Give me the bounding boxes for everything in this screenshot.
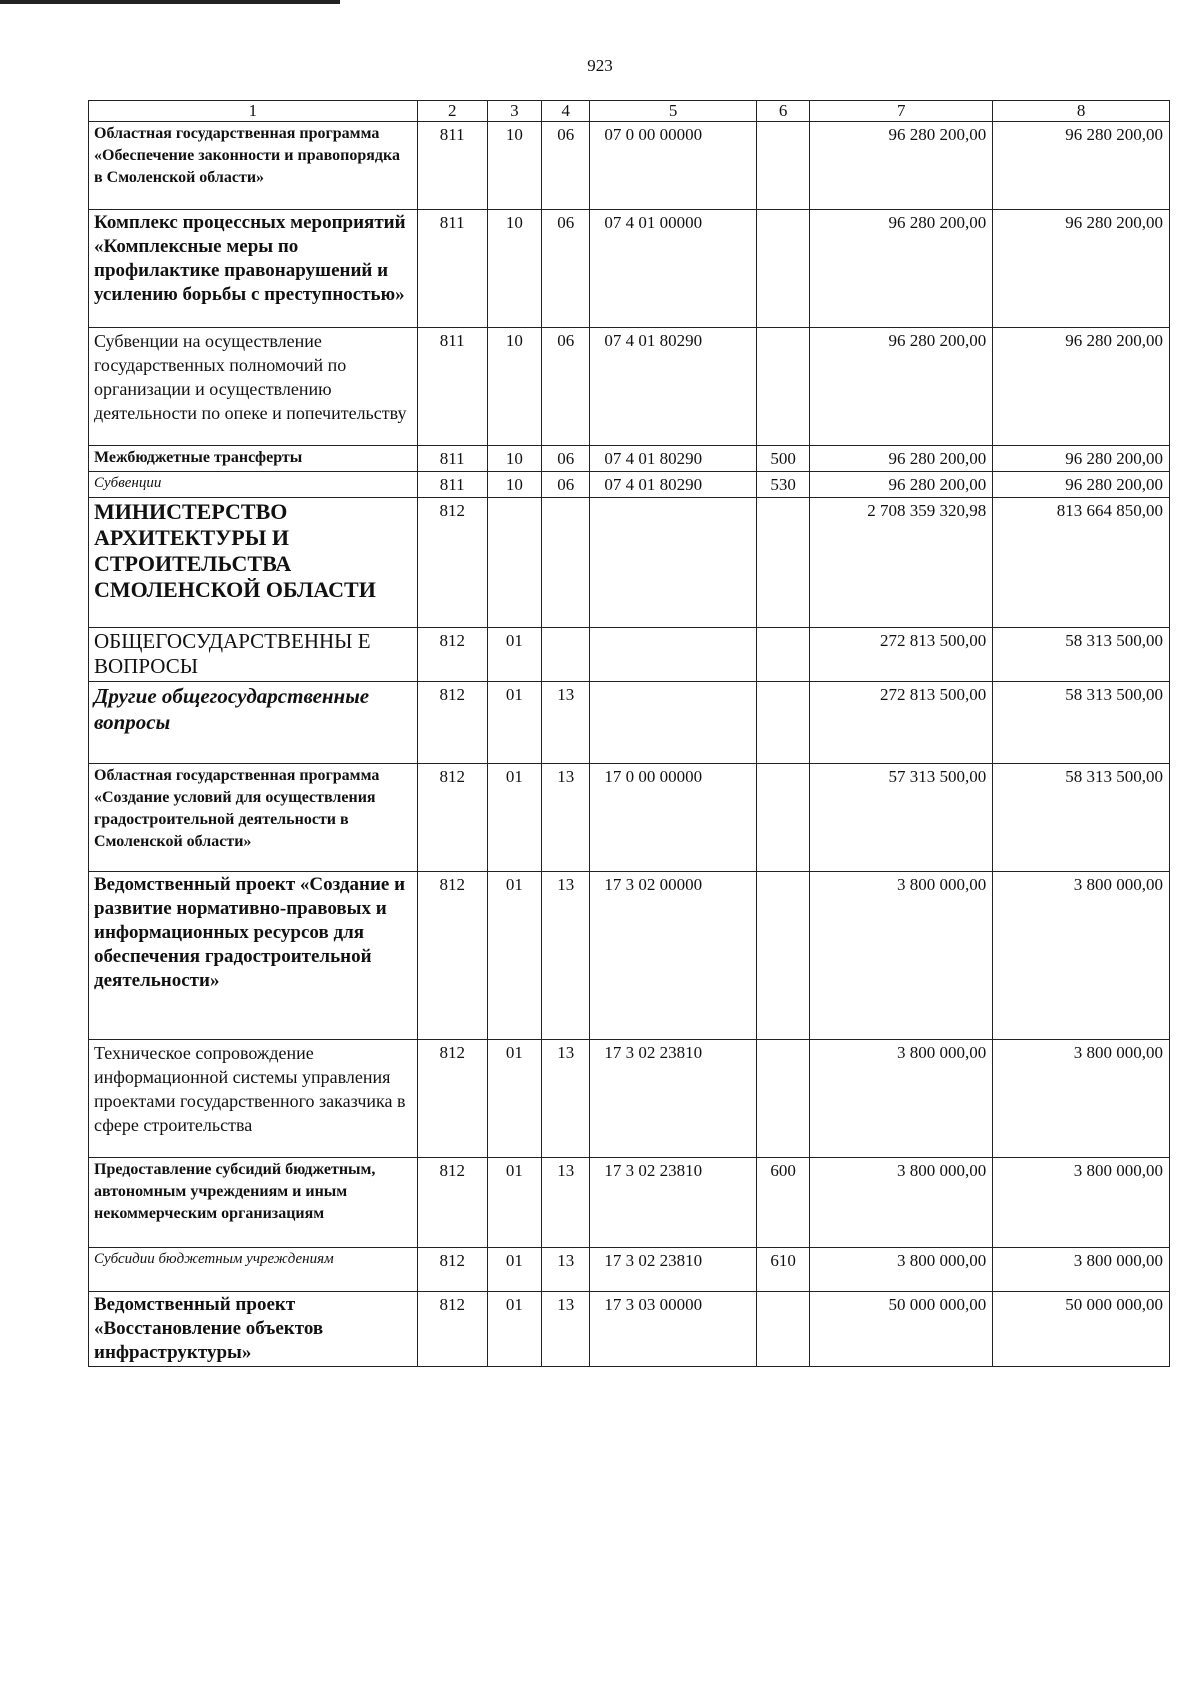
row-amount-col8: 58 313 500,00	[993, 682, 1170, 764]
row-name: Субвенции на осуществление государственных полномочий по организации и осуществлению деятельности по опеке и попечительству	[89, 328, 418, 446]
row-name: ОБЩЕГОСУДАРСТВЕННЫ Е ВОПРОСЫ	[89, 628, 418, 682]
row-ministry-code: 812	[417, 1040, 487, 1158]
row-target-article: 17 3 02 23810	[590, 1158, 756, 1248]
table-row	[89, 1040, 1170, 1158]
row-name: Другие общегосударственные вопросы	[89, 682, 418, 764]
row-target-article: 07 4 01 80290	[590, 328, 756, 446]
row-section-code: 10	[487, 472, 541, 498]
row-target-article	[590, 628, 756, 682]
row-name: Предоставление субсидий бюджетным, автономным учреждениям и иным некоммерческим организациям	[89, 1158, 418, 1248]
row-name: Субсидии бюджетным учреждениям	[89, 1248, 418, 1292]
row-amount-col7: 2 708 359 320,98	[810, 498, 993, 628]
row-expense-type: 600	[756, 1158, 809, 1248]
table-row	[89, 764, 1170, 872]
table-row	[89, 328, 1170, 446]
row-name: Областная государственная программа «Обеспечение законности и правопорядка в Смоленской области»	[89, 122, 418, 210]
row-name: МИНИСТЕРСТВО АРХИТЕКТУРЫ И СТРОИТЕЛЬСТВА СМОЛЕНСКОЙ ОБЛАСТИ	[89, 498, 418, 628]
row-expense-type	[756, 764, 809, 872]
table-row	[89, 1248, 1170, 1292]
row-subsection-code: 06	[542, 472, 590, 498]
table-row	[89, 1158, 1170, 1248]
row-amount-col7: 96 280 200,00	[810, 472, 993, 498]
page-number: 923	[587, 56, 613, 75]
row-amount-col8: 58 313 500,00	[993, 764, 1170, 872]
row-subsection-code	[542, 628, 590, 682]
row-section-code: 10	[487, 328, 541, 446]
top-rule	[0, 0, 340, 4]
row-amount-col7: 96 280 200,00	[810, 122, 993, 210]
header-cell-6: 6	[756, 101, 809, 122]
header-cell-4: 4	[542, 101, 590, 122]
row-expense-type	[756, 682, 809, 764]
row-amount-col8: 3 800 000,00	[993, 1158, 1170, 1248]
row-ministry-code: 811	[417, 446, 487, 472]
row-amount-col8: 58 313 500,00	[993, 628, 1170, 682]
row-section-code: 10	[487, 122, 541, 210]
table-row	[89, 872, 1170, 1040]
table-row	[89, 122, 1170, 210]
row-subsection-code: 13	[542, 1040, 590, 1158]
table-row	[89, 1292, 1170, 1367]
row-name: Субвенции	[89, 472, 418, 498]
row-amount-col7: 50 000 000,00	[810, 1292, 993, 1367]
row-expense-type: 530	[756, 472, 809, 498]
table-row	[89, 446, 1170, 472]
row-expense-type	[756, 872, 809, 1040]
row-target-article: 07 4 01 00000	[590, 210, 756, 328]
row-target-article: 17 0 00 00000	[590, 764, 756, 872]
row-subsection-code: 06	[542, 122, 590, 210]
row-ministry-code: 812	[417, 1248, 487, 1292]
row-section-code: 01	[487, 872, 541, 1040]
row-ministry-code: 812	[417, 498, 487, 628]
row-expense-type: 500	[756, 446, 809, 472]
row-subsection-code: 13	[542, 1248, 590, 1292]
row-section-code: 10	[487, 446, 541, 472]
row-target-article: 07 0 00 00000	[590, 122, 756, 210]
row-name: Ведомственный проект «Восстановление объектов инфраструктуры»	[89, 1292, 418, 1367]
row-section-code: 10	[487, 210, 541, 328]
row-amount-col8: 3 800 000,00	[993, 1040, 1170, 1158]
header-cell-7: 7	[810, 101, 993, 122]
row-target-article	[590, 498, 756, 628]
row-subsection-code: 13	[542, 1292, 590, 1367]
header-cell-8: 8	[993, 101, 1170, 122]
row-name: Ведомственный проект «Создание и развитие нормативно-правовых и информационных ресурсов для обеспечения градостроительной деятельности»	[89, 872, 418, 1040]
row-target-article	[590, 682, 756, 764]
row-expense-type	[756, 210, 809, 328]
row-target-article: 17 3 02 23810	[590, 1248, 756, 1292]
row-ministry-code: 812	[417, 872, 487, 1040]
row-section-code: 01	[487, 1248, 541, 1292]
row-ministry-code: 812	[417, 682, 487, 764]
row-amount-col8: 3 800 000,00	[993, 1248, 1170, 1292]
row-amount-col7: 3 800 000,00	[810, 872, 993, 1040]
row-amount-col7: 96 280 200,00	[810, 328, 993, 446]
row-expense-type	[756, 1040, 809, 1158]
row-target-article: 17 3 02 00000	[590, 872, 756, 1040]
table-row	[89, 628, 1170, 682]
row-expense-type: 610	[756, 1248, 809, 1292]
row-target-article: 17 3 03 00000	[590, 1292, 756, 1367]
row-amount-col7: 96 280 200,00	[810, 446, 993, 472]
row-name: Комплекс процессных мероприятий «Комплексные меры по профилактике правонарушений и усилению борьбы с преступностью»	[89, 210, 418, 328]
row-subsection-code: 06	[542, 328, 590, 446]
row-target-article: 17 3 02 23810	[590, 1040, 756, 1158]
row-amount-col8: 96 280 200,00	[993, 328, 1170, 446]
row-expense-type	[756, 1292, 809, 1367]
row-amount-col7: 3 800 000,00	[810, 1248, 993, 1292]
row-subsection-code: 06	[542, 446, 590, 472]
row-amount-col8: 96 280 200,00	[993, 446, 1170, 472]
row-ministry-code: 811	[417, 472, 487, 498]
row-amount-col8: 96 280 200,00	[993, 210, 1170, 328]
row-amount-col8: 96 280 200,00	[993, 122, 1170, 210]
table-row	[89, 472, 1170, 498]
row-section-code: 01	[487, 764, 541, 872]
row-ministry-code: 812	[417, 764, 487, 872]
row-ministry-code: 812	[417, 1158, 487, 1248]
row-section-code: 01	[487, 628, 541, 682]
row-expense-type	[756, 498, 809, 628]
row-expense-type	[756, 122, 809, 210]
row-amount-col7: 3 800 000,00	[810, 1040, 993, 1158]
header-cell-5: 5	[590, 101, 756, 122]
row-target-article: 07 4 01 80290	[590, 446, 756, 472]
row-amount-col7: 272 813 500,00	[810, 682, 993, 764]
row-ministry-code: 811	[417, 122, 487, 210]
table-row	[89, 498, 1170, 628]
row-amount-col7: 57 313 500,00	[810, 764, 993, 872]
header-row	[89, 101, 1170, 122]
row-amount-col8: 96 280 200,00	[993, 472, 1170, 498]
row-section-code: 01	[487, 1292, 541, 1367]
row-subsection-code: 13	[542, 872, 590, 1040]
row-section-code: 01	[487, 682, 541, 764]
row-section-code: 01	[487, 1040, 541, 1158]
table-row	[89, 682, 1170, 764]
table-row	[89, 210, 1170, 328]
row-ministry-code: 811	[417, 328, 487, 446]
row-amount-col7: 272 813 500,00	[810, 628, 993, 682]
row-ministry-code: 811	[417, 210, 487, 328]
row-section-code: 01	[487, 1158, 541, 1248]
row-amount-col7: 96 280 200,00	[810, 210, 993, 328]
row-subsection-code: 13	[542, 1158, 590, 1248]
row-subsection-code: 13	[542, 764, 590, 872]
header-cell-1: 1	[89, 101, 418, 122]
row-subsection-code: 06	[542, 210, 590, 328]
row-ministry-code: 812	[417, 1292, 487, 1367]
row-section-code	[487, 498, 541, 628]
row-target-article: 07 4 01 80290	[590, 472, 756, 498]
row-subsection-code: 13	[542, 682, 590, 764]
row-amount-col7: 3 800 000,00	[810, 1158, 993, 1248]
budget-table	[88, 100, 1170, 1367]
row-amount-col8: 3 800 000,00	[993, 872, 1170, 1040]
row-subsection-code	[542, 498, 590, 628]
row-amount-col8: 813 664 850,00	[993, 498, 1170, 628]
row-name: Областная государственная программа «Создание условий для осуществления градостроительной деятельности в Смоленской области»	[89, 764, 418, 872]
header-cell-3: 3	[487, 101, 541, 122]
row-amount-col8: 50 000 000,00	[993, 1292, 1170, 1367]
row-name: Межбюджетные трансферты	[89, 446, 418, 472]
row-ministry-code: 812	[417, 628, 487, 682]
row-expense-type	[756, 328, 809, 446]
row-name: Техническое сопровождение информационной системы управления проектами государственного заказчика в сфере строительства	[89, 1040, 418, 1158]
row-expense-type	[756, 628, 809, 682]
header-cell-2: 2	[417, 101, 487, 122]
